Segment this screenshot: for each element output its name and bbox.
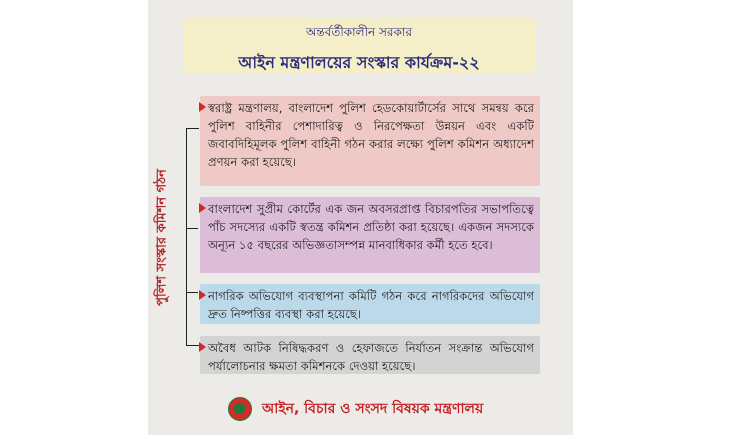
- list-item-text: অবৈধ আটক নিষিদ্ধকরণ ও হেফাজতে নির্যাতন সংক্রান্ত অভিযোগ পর্যালোচনার ক্ষমতা কমিশনকে দেওয়া হয়েছে।: [208, 341, 534, 373]
- page-title: আইন মন্ত্রণালয়ের সংস্কার কার্যক্রম-২২: [238, 53, 480, 72]
- list-item: [200, 197, 540, 273]
- footer: [228, 394, 483, 424]
- arrow-icon: [199, 102, 206, 112]
- arrow-icon: [199, 290, 206, 300]
- list-item-text: স্বরাষ্ট্র মন্ত্রণালয়, বাংলাদেশ পুলিশ হেডকোয়ার্টার্সের সাথে সমন্বয় করে পুলিশ বাহিনীর পেশাদারিত্ব ও নিরপেক্ষতা উন্নয়ন এবং একটি জবাবদিহিমূলক পুলিশ বাহিনী গঠন করার লক্ষ্যে পুলিশ কমিশন অধ্যাদেশ প্রণয়ন করা হয়েছে।: [208, 101, 534, 169]
- list-item: [200, 284, 540, 324]
- list-item: [200, 336, 540, 374]
- bracket-connector: [186, 128, 199, 346]
- arrow-icon: [199, 342, 206, 352]
- infographic-card: [148, 0, 573, 435]
- arrow-icon: [199, 203, 206, 213]
- page-subtitle: অন্তর্বর্তীকালীন সরকার: [305, 25, 412, 39]
- government-emblem-icon: [228, 397, 252, 421]
- bracket-tick: [186, 228, 198, 229]
- title-box: [183, 18, 535, 74]
- side-label-text: পুলিশ সংস্কার কমিশন গঠন: [154, 169, 170, 306]
- list-item-text: নাগরিক অভিযোগ ব্যবস্থাপনা কমিটি গঠন করে নাগরিকদের অভিযোগ দ্রুত নিষ্পত্তির ব্যবস্থা করা হয়েছে।: [208, 289, 534, 321]
- side-label: [148, 142, 168, 332]
- list-item: [200, 96, 540, 186]
- list-item-text: বাংলাদেশ সুপ্রীম কোর্টের এক জন অবসরপ্রাপ্ত বিচারপতির সভাপতিত্বে পাঁচ সদস্যের একটি স্বতন্ত্র কমিশন প্রতিষ্ঠা করা হয়েছে। একজন সদস্যকে অন্যূন ১৫ বছরের অভিজ্ঞতাসম্পন্ন মানবাধিকার কর্মী হতে হবে।: [208, 202, 534, 252]
- ministry-name: আইন, বিচার ও সংসদ বিষয়ক মন্ত্রণালয়: [262, 401, 484, 417]
- bracket-tick: [186, 292, 198, 293]
